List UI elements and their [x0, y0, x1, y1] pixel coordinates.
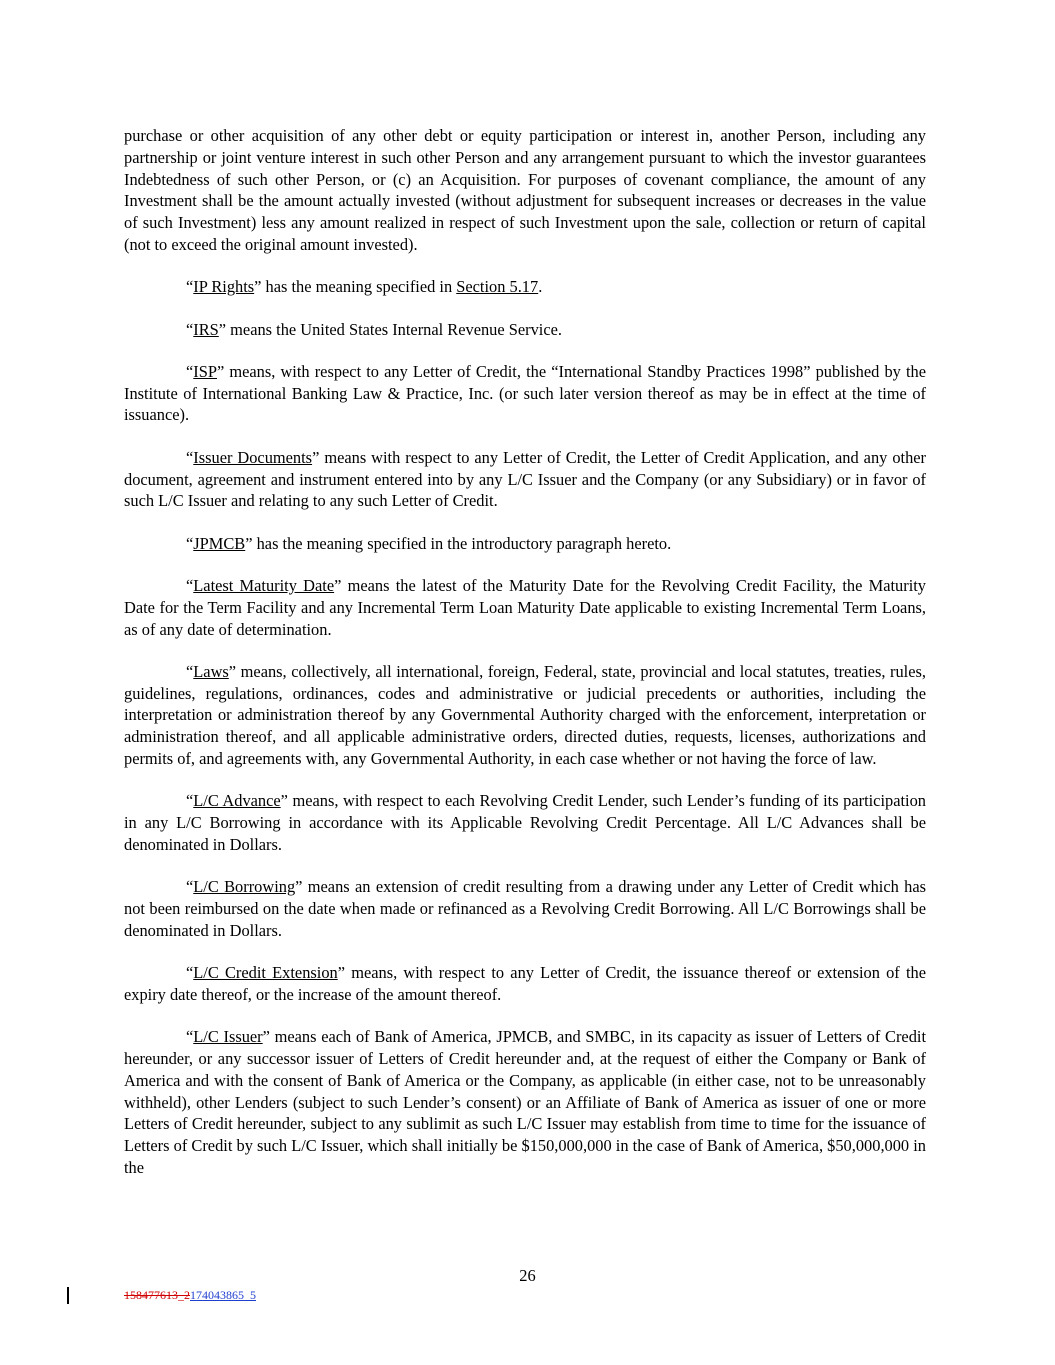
definition-isp: “ISP” means, with respect to any Letter of Credit, the “International Standby Practices 1998” published by the Institute of International Banking Law & Practice, Inc. (or such later version thereof as may be in effect at the time of issuance).	[124, 361, 926, 425]
definition-text: means the United States Internal Revenue Service.	[226, 319, 562, 339]
document-body	[124, 125, 926, 1199]
definition-ip-rights: “IP Rights” has the meaning specified in Section 5.17.	[186, 277, 543, 297]
definition-lc-advance: “L/C Advance” means, with respect to each Revolving Credit Lender, such Lender’s funding of its participation in any L/C Borrowing in accordance with its Applicable Revolving Credit Percentage. All L/C Advances shall be denominated in Dollars.	[124, 791, 926, 854]
definition-jpmcb: “JPMCB” has the meaning specified in the introductory paragraph hereto.	[186, 533, 672, 553]
definition-laws: “Laws” means, collectively, all international, foreign, Federal, state, provincial and local statutes, treaties, rules, guidelines, regulations, ordinances, codes and administrative or judicial precedents or authorities, including the interpretation or administration thereof by any Governmental Authority charged with the enforcement, interpretation or administration thereof, and all applicable administrative orders, directed duties, requests, licenses, authorizations and permits of, and agreements with, any Governmental Authority, in each case whether or not having the force of law.	[124, 661, 926, 769]
document-id-deleted: 158477613_2	[124, 1288, 190, 1302]
definition-lc-credit-extension: “L/C Credit Extension” means, with respect to any Letter of Credit, the issuance thereof or extension of the expiry date thereof, or the increase of the amount thereof.	[124, 963, 926, 1004]
definition-text: has the meaning specified in the introductory paragraph hereto.	[252, 533, 672, 553]
definition-lc-issuer: “L/C Issuer” means each of Bank of America, JPMCB, and SMBC, in its capacity as issuer of Letters of Credit hereunder, or any successor issuer of Letters of Credit hereunder and, at the request of either the Company or Bank of America and with the consent of Bank of America or the Company, as applicable (in either case, not to be unreasonably withheld), other Lenders (subject to such Lender’s consent) or an Affiliate of Bank of America as issuer of one or more Letters of Credit hereunder, subject to any sublimit as such L/C Issuer may establish from time to time for the issuance of Letters of Credit by such L/C Issuer, which shall initially be $150,000,000 in the case of Bank of America, $50,000,000 in the	[124, 1027, 926, 1177]
defined-term: L/C Advance	[193, 791, 281, 811]
defined-term: L/C Issuer	[193, 1027, 263, 1047]
defined-term: IP Rights	[193, 277, 255, 297]
document-id-inserted: 174043865_5	[190, 1288, 256, 1302]
definition-issuer-documents: “Issuer Documents” means with respect to any Letter of Credit, the Letter of Credit Application, and any other document, agreement and instrument entered into by any L/C Issuer and the Company (or any Subsidiary) or in favor of such L/C Issuer and relating to any such Letter of Credit.	[124, 447, 926, 511]
document-id	[124, 1288, 256, 1303]
section-reference: Section 5.17	[456, 277, 539, 297]
definition-latest-maturity-date: “Latest Maturity Date” means the latest of the Maturity Date for the Revolving Credit Facility, the Maturity Date for the Term Facility and any Incremental Term Loan Maturity Date applicable to existing Incremental Term Loans, as of any date of determination.	[124, 575, 926, 639]
defined-term: Issuer Documents	[193, 447, 313, 467]
page-number: 26	[519, 1266, 536, 1285]
definition-text: means with respect to any Letter of Credit, the Letter of Credit Application, and any other document, agreement and instrument entered into by any L/C Issuer and the Company (or any Subsidiary) or in favor of such L/C Issuer and relating to any such Letter of Credit.	[124, 447, 926, 511]
definition-text: means, with respect to any Letter of Credit, the issuance thereof or extension of the expiry date thereof, or the increase of the amount thereof.	[124, 963, 926, 1004]
definition-text: has the meaning specified in	[261, 277, 457, 297]
paragraph-investment-continued	[124, 125, 926, 256]
defined-term: IRS	[193, 319, 219, 339]
definition-lc-borrowing: “L/C Borrowing” means an extension of credit resulting from a drawing under any Letter of Credit which has not been reimbursed on the date when made or refinanced as a Revolving Credit Borrowing. All L/C Borrowings shall be denominated in Dollars.	[124, 877, 926, 940]
defined-term: L/C Credit Extension	[193, 963, 338, 983]
defined-term: Laws	[193, 661, 229, 681]
defined-term: JPMCB	[193, 533, 246, 553]
definition-text: means, collectively, all international, foreign, Federal, state, provincial and local statutes, treaties, rules, guidelines, regulations, ordinances, codes and administrative or judicial precedents or authorities, including the interpretation or administration thereof by any Governmental Authority charged with the enforcement, interpretation or administration thereof, and all applicable administrative orders, directed duties, requests, licenses, authorizations and permits of, and agreements with, any Governmental Authority, in each case whether or not having the force of law.	[124, 661, 926, 769]
defined-term: ISP	[193, 361, 217, 381]
defined-term: L/C Borrowing	[193, 877, 296, 897]
definition-text: means each of Bank of America, JPMCB, and SMBC, in its capacity as issuer of Letters of Credit hereunder, or any successor issuer of Letters of Credit hereunder and, at the request of either the Company or Bank of America and with the consent of Bank of America or the Company, as applicable (in either case, not to be unreasonably withheld), other Lenders (subject to such Lender’s consent) or an Affiliate of Bank of America as issuer of one or more Letters of Credit hereunder, subject to any sublimit as such L/C Issuer may establish from time to time for the issuance of Letters of Credit by such L/C Issuer, which shall initially be $150,000,000 in the case of Bank of America, $50,000,000 in the	[124, 1027, 926, 1177]
definition-irs: “IRS” means the United States Internal Revenue Service.	[186, 319, 562, 339]
definition-text: means, with respect to any Letter of Credit, the “International Standby Practices 1998” published by the Institute of International Banking Law & Practice, Inc. (or such later version thereof as may be in effect at the time of issuance).	[124, 361, 926, 425]
revision-change-bar	[67, 1287, 69, 1304]
definition-text: means the latest of the Maturity Date for the Revolving Credit Facility, the Maturity Date for the Term Facility and any Incremental Term Loan Maturity Date applicable to existing Incremental Term Loans, as of any date of determination.	[124, 575, 926, 639]
paragraph-text: purchase or other acquisition of any other debt or equity participation or interest in, another Person, including any partnership or joint venture interest in such other Person and any arrangement pursuant to which the investor guarantees Indebtedness of such other Person, or (c) an Acquisition. For purposes of covenant compliance, the amount of any Investment shall be the amount actually invested (without adjustment for subsequent increases or decreases in the value of such Investment) less any amount realized in respect of such Investment upon the sale, collection or return of capital (not to exceed the original amount invested).	[124, 126, 926, 254]
defined-term: Latest Maturity Date	[193, 575, 335, 595]
definition-text: means an extension of credit resulting from a drawing under any Letter of Credit which has not been reimbursed on the date when made or refinanced as a Revolving Credit Borrowing. All L/C Borrowings shall be denominated in Dollars.	[124, 877, 926, 940]
definition-text: means, with respect to each Revolving Credit Lender, such Lender’s funding of its participation in any L/C Borrowing in accordance with its Applicable Revolving Credit Percentage. All L/C Advances shall be denominated in Dollars.	[124, 791, 926, 854]
